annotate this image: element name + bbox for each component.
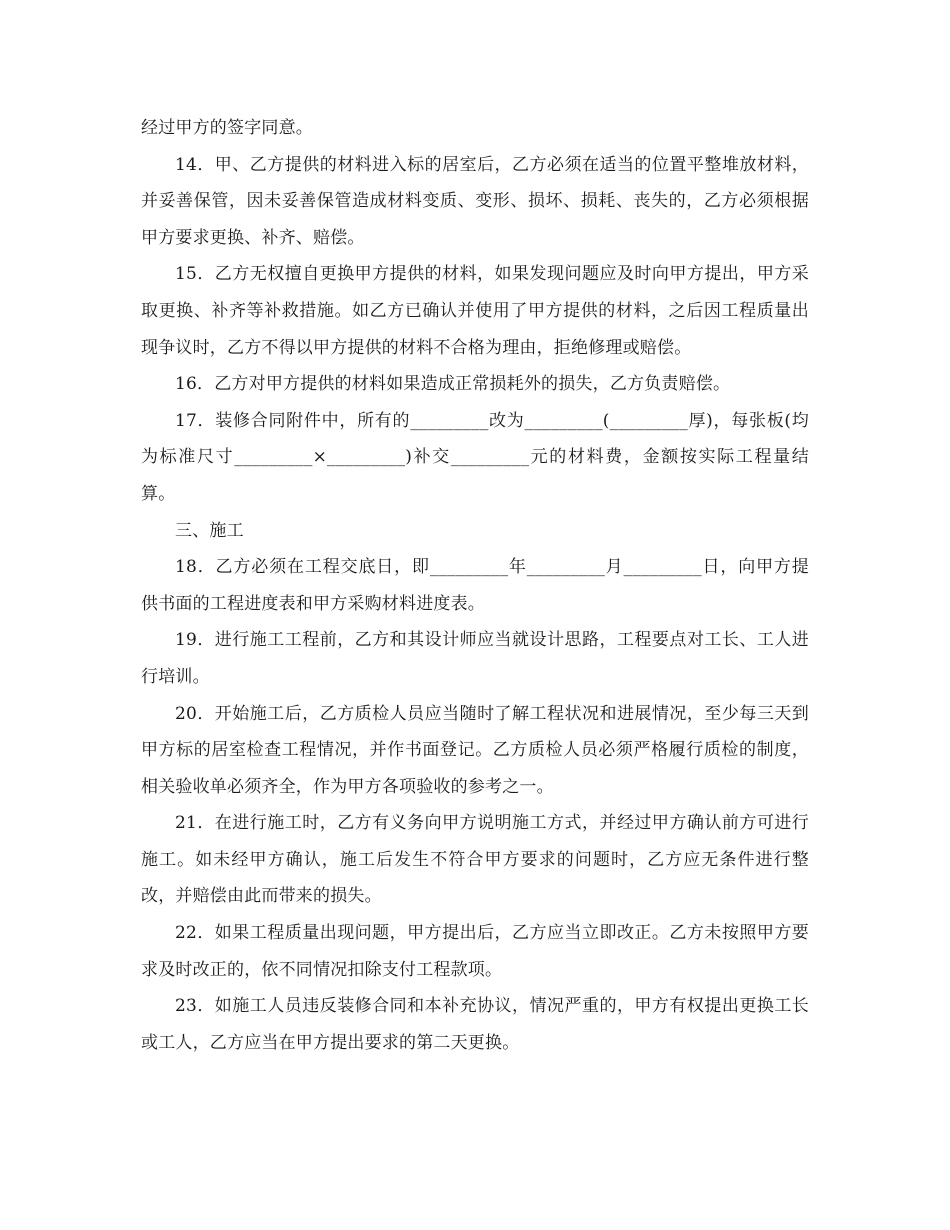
clause-19: 19．进行施工工程前，乙方和其设计师应当就设计思路，工程要点对工长、工人进行培训。 — [141, 630, 809, 687]
clause-23: 23．如施工人员违反装修合同和本补充协议，情况严重的，甲方有权提出更换工长或工人，乙方应当在甲方提出要求的第二天更换。 — [141, 996, 809, 1053]
clause-18: 18．乙方必须在工程交底日，即_________年_________月_________日，向甲方提供书面的工程进度表和甲方采购材料进度表。 — [141, 557, 809, 614]
clause-14: 14．甲、乙方提供的材料进入标的居室后，乙方必须在适当的位置平整堆放材料，并妥善保管，因未妥善保管造成材料变质、变形、损坏、损耗、丧失的，乙方必须根据甲方要求更换、补齐、赔偿。 — [141, 154, 809, 248]
paragraph-continuation: 经过甲方的签字同意。 — [141, 118, 313, 138]
document-body — [141, 110, 809, 1061]
clause-16: 16．乙方对甲方提供的材料如果造成正常损耗外的损失，乙方负责赔偿。 — [175, 374, 731, 395]
section-heading-construction: 三、施工 — [175, 520, 244, 541]
clause-22: 22．如果工程质量出现问题，甲方提出后，乙方应当立即改正。乙方未按照甲方要求及时改正的，依不同情况扣除支付工程款项。 — [141, 923, 809, 980]
clause-15: 15．乙方无权擅自更换甲方提供的材料，如果发现问题应及时向甲方提出，甲方采取更换、补齐等补救措施。如乙方已确认并使用了甲方提供的材料，之后因工程质量出现争议时，乙方不得以甲方提供的材料不合格为理由，拒绝修理或赔偿。 — [141, 264, 809, 358]
clause-21: 21．在进行施工时，乙方有义务向甲方说明施工方式，并经过甲方确认前方可进行施工。如未经甲方确认，施工后发生不符合甲方要求的问题时，乙方应无条件进行整改，并赔偿由此而带来的损失。 — [141, 813, 809, 907]
clause-20: 20．开始施工后，乙方质检人员应当随时了解工程状况和进展情况，至少每三天到甲方标的居室检查工程情况，并作书面登记。乙方质检人员必须严格履行质检的制度，相关验收单必须齐全，作为甲方各项验收的参考之一。 — [141, 703, 809, 797]
clause-17: 17．装修合同附件中，所有的_________改为_________(_________厚)，每张板(均为标准尺寸_________×_________)补交_________元的材料费，金额按实际工程量结算。 — [141, 410, 809, 504]
